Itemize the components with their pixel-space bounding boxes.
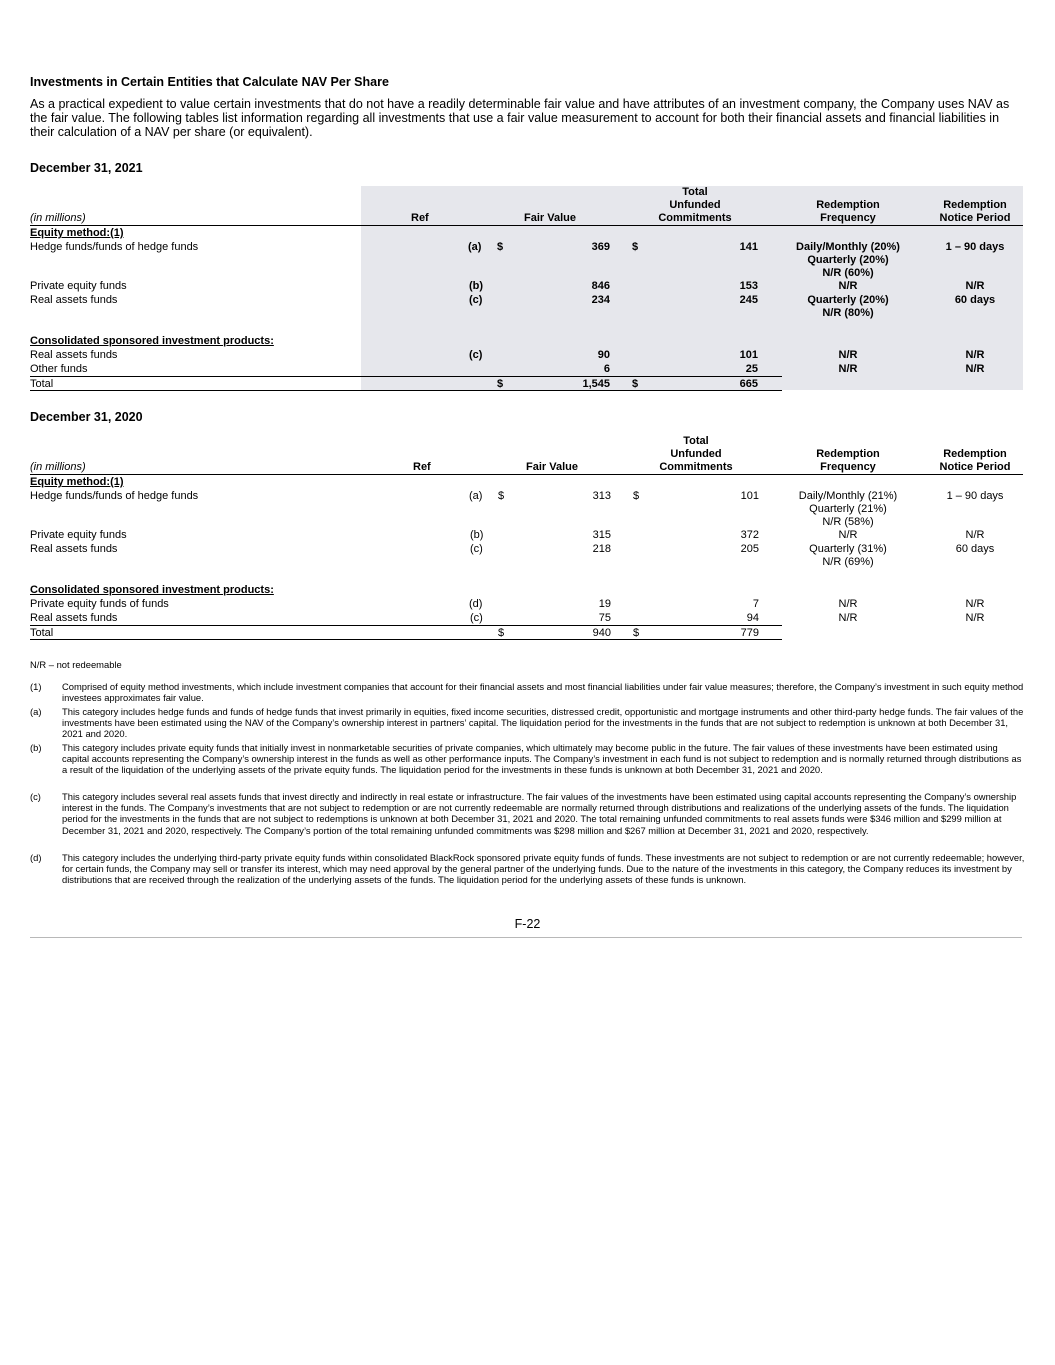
total-rule xyxy=(30,376,782,377)
equity-method-label: Equity method:(1) xyxy=(30,476,124,488)
row-name: Private equity funds of funds xyxy=(30,598,169,610)
fair-value-cell: 75 xyxy=(598,612,611,624)
footnote-mark: (c) xyxy=(30,791,41,802)
row-name: Private equity funds xyxy=(30,529,127,541)
row-name: Other funds xyxy=(30,363,88,375)
currency-symbol: $ xyxy=(632,378,639,390)
unfunded-header-1: Total xyxy=(682,186,708,198)
total-unfunded: 665 xyxy=(739,378,758,390)
notice-cell: N/R xyxy=(965,529,985,541)
fair-value-cell: 6 xyxy=(603,363,610,375)
footnote xyxy=(30,681,1025,703)
frequency-cell: N/R (80%) xyxy=(822,307,874,319)
row-ref: (b) xyxy=(469,280,484,292)
frequency-cell: N/R xyxy=(838,598,858,610)
unfunded-header-3: Commitments xyxy=(658,212,732,224)
row-ref: (c) xyxy=(469,349,483,361)
units-label: (in millions) xyxy=(30,461,86,473)
unfunded-header-1: Total xyxy=(683,435,709,447)
currency-symbol: $ xyxy=(498,627,505,639)
row-ref: (d) xyxy=(469,598,483,610)
row-ref: (a) xyxy=(468,241,482,253)
row-name: Real assets funds xyxy=(30,543,118,555)
frequency-cell: N/R xyxy=(838,349,858,361)
fair-value-header: Fair Value xyxy=(526,461,578,473)
ref-header: Ref xyxy=(411,212,429,224)
unfunded-header-3: Commitments xyxy=(659,461,733,473)
frequency-cell: Quarterly (20%) xyxy=(807,254,889,266)
frequency-cell: Quarterly (21%) xyxy=(809,503,887,515)
frequency-header-1: Redemption xyxy=(816,199,880,211)
fair-value-cell: 369 xyxy=(591,241,610,253)
currency-symbol: $ xyxy=(632,241,639,253)
notice-header-2: Notice Period xyxy=(939,212,1011,224)
row-name: Real assets funds xyxy=(30,349,118,361)
notice-cell: 1 – 90 days xyxy=(945,241,1005,253)
frequency-cell: N/R (58%) xyxy=(822,515,874,528)
unfunded-cell: 245 xyxy=(739,294,758,306)
frequency-cell: Quarterly (31%) xyxy=(809,543,887,555)
row-name: Hedge funds/funds of hedge funds xyxy=(30,241,199,253)
fair-value-header: Fair Value xyxy=(524,212,576,224)
unfunded-cell: 205 xyxy=(740,543,759,555)
header-rule xyxy=(30,474,1023,475)
notice-header-1: Redemption xyxy=(943,199,1007,211)
unfunded-header-2: Unfunded xyxy=(669,198,721,211)
footnote-text: Comprised of equity method investments, which include investment companies that account for their financial assets and most financial liabilities under fair value measures; therefore, the Company’s investment in such equity method investees approximates fair value. xyxy=(62,681,1024,704)
total-bottom-rule xyxy=(30,639,782,640)
total-fair-value: 940 xyxy=(592,627,611,639)
notice-cell: N/R xyxy=(965,598,985,610)
total-unfunded: 779 xyxy=(740,627,759,639)
unfunded-cell: 7 xyxy=(752,598,759,610)
unfunded-cell: 25 xyxy=(745,363,758,375)
currency-symbol: $ xyxy=(498,490,505,502)
total-label: Total xyxy=(30,378,54,390)
footnote xyxy=(30,852,1025,886)
currency-symbol: $ xyxy=(497,378,504,390)
page-number: F-22 xyxy=(514,917,541,931)
frequency-cell: N/R xyxy=(838,612,858,624)
table-2021-title: December 31, 2021 xyxy=(30,161,143,175)
notice-cell: N/R xyxy=(965,612,985,624)
intro-paragraph: As a practical expedient to value certain investments that do not have a readily determinable fair value and have attributes of an investment company, the Company uses NAV as the fair value. The following tables list information regarding all investments that use a fair value measurement to account for both their financial assets and financial liabilities in their calculation of a NAV per share (or equivalent). xyxy=(30,97,1010,139)
fair-value-cell: 218 xyxy=(592,543,611,555)
row-ref: (c) xyxy=(469,294,483,306)
section-title: Investments in Certain Entities that Calculate NAV Per Share xyxy=(30,75,389,89)
unfunded-cell: 101 xyxy=(739,349,758,361)
row-name: Hedge funds/funds of hedge funds xyxy=(30,490,199,502)
frequency-cell: N/R (60%) xyxy=(822,266,874,279)
footnote-mark: (a) xyxy=(30,706,42,717)
row-ref: (b) xyxy=(470,529,484,541)
unfunded-cell: 101 xyxy=(740,490,759,502)
frequency-cell: N/R xyxy=(838,529,858,541)
footnote-mark: (1) xyxy=(30,681,42,692)
table-2020-title: December 31, 2020 xyxy=(30,410,143,424)
fair-value-cell: 234 xyxy=(591,294,610,306)
frequency-header-2: Frequency xyxy=(820,461,876,473)
footnote-text: This category includes private equity funds that initially invest in nonmarketable securities of private companies, which ultimately may become public in the future. The fair values of these investments have been estimated using capital accounts representing the Company’s ownership interest in the funds as well as other performance inputs. The Company’s investment in each fund is not subject to redemption and is normally returned through distributions as a result of the liquidation of the underlying assets of the private equity funds. The liquidation period for the investments in these funds is unknown at both December 31, 2021 and 2020. xyxy=(62,742,1022,776)
footnote-text: This category includes hedge funds and funds of hedge funds that invest primarily in equities, fixed income securities, distressed credit, opportunistic and mortgage instruments and other third-party hedge funds. The fair values of the investments have been estimated using the NAV of the Company’s ownership interest in partners’ capital. The liquidation period for the investments in the funds that are not subject to redemption is unknown at both December 31, 2021 and 2020. xyxy=(62,706,1024,740)
currency-symbol: $ xyxy=(497,241,504,253)
consolidated-label: Consolidated sponsored investment products: xyxy=(30,335,274,347)
row-ref: (c) xyxy=(470,543,483,555)
unfunded-header-2: Unfunded xyxy=(670,448,722,460)
total-fair-value: 1,545 xyxy=(582,378,610,390)
notice-cell: N/R xyxy=(965,349,985,361)
notice-cell: N/R xyxy=(965,280,985,292)
currency-symbol: $ xyxy=(633,490,640,502)
currency-symbol: $ xyxy=(633,627,640,639)
fair-value-cell: 313 xyxy=(592,490,611,502)
frequency-cell: Quarterly (20%) xyxy=(807,294,889,306)
row-name: Real assets funds xyxy=(30,294,118,306)
frequency-cell: N/R (69%) xyxy=(822,556,874,568)
unfunded-cell: 141 xyxy=(739,241,758,253)
fair-value-cell: 315 xyxy=(592,529,611,541)
footnote-mark: (d) xyxy=(30,852,42,863)
row-ref: (c) xyxy=(470,612,483,624)
frequency-cell: N/R xyxy=(838,280,858,292)
fair-value-cell: 846 xyxy=(591,280,610,292)
footnote-mark: (b) xyxy=(30,742,42,753)
row-name: Private equity funds xyxy=(30,280,127,292)
unfunded-cell: 372 xyxy=(740,529,759,541)
total-label: Total xyxy=(30,627,54,639)
total-rule xyxy=(30,625,782,626)
footnote xyxy=(30,791,1025,836)
unfunded-cell: 94 xyxy=(746,612,759,624)
frequency-cell: N/R xyxy=(838,363,858,375)
footnote-text: This category includes several real assets funds that invest directly and indirectly in real estate or infrastructure. The fair values of the investments have been estimated using capital accounts representing the Company’s ownership interest in the funds. The Company’s investments that are not subject to redemption or are not currently redeemable are normally returned through distributions and realizations of the underlying assets of the funds. The liquidation period for the investments in the funds that are not subject to redemptions is unknown at both December 31, 2021 and 2020. The total remaining unfunded commitments to real assets funds were $346 million and $299 million at December 31, 2021 and 2020, respectively. The Company’s portion of the total remaining unfunded commitments was $298 million and $267 million at December 31, 2021 and 2020, respectively. xyxy=(62,791,1017,836)
total-bottom-rule xyxy=(30,390,782,391)
page-footer-rule xyxy=(30,937,1022,938)
equity-method-label: Equity method:(1) xyxy=(30,227,124,239)
footnote xyxy=(30,706,1025,740)
consolidated-label: Consolidated sponsored investment products: xyxy=(30,584,274,596)
fair-value-cell: 19 xyxy=(598,598,611,610)
frequency-cell: Daily/Monthly (21%) xyxy=(798,490,898,502)
footnote-text: This category includes the underlying third-party private equity funds within consolidated BlackRock sponsored private equity funds of funds. These investments are not subject to redemption or are not currently redeemable; however, for certain funds, the Company may sell or transfer its interest, which may need approval by the general partner of the underlying funds. Due to the nature of the investments in this category, the Company reduces its investment by distributions that are received through the realization of the underlying assets of the funds. The liquidation period for the underlying assets of these funds is unknown. xyxy=(62,852,1025,886)
units-label: (in millions) xyxy=(30,212,86,224)
fair-value-cell: 90 xyxy=(597,349,610,361)
ref-header: Ref xyxy=(413,461,431,473)
notice-header-1: Redemption xyxy=(943,448,1007,460)
row-name: Real assets funds xyxy=(30,612,118,624)
nr-note: N/R – not redeemable xyxy=(30,659,122,670)
header-rule xyxy=(30,225,1023,226)
notice-header-2: Notice Period xyxy=(939,461,1011,473)
frequency-header-2: Frequency xyxy=(820,212,876,224)
frequency-header-1: Redemption xyxy=(816,448,880,460)
frequency-cell: Daily/Monthly (20%) xyxy=(796,241,900,253)
notice-cell: N/R xyxy=(965,363,985,375)
row-ref: (a) xyxy=(469,490,483,502)
notice-cell: 60 days xyxy=(955,543,995,555)
notice-cell: 1 – 90 days xyxy=(946,490,1004,502)
unfunded-cell: 153 xyxy=(739,280,758,292)
notice-cell: 60 days xyxy=(954,294,996,306)
footnote xyxy=(30,742,1025,776)
